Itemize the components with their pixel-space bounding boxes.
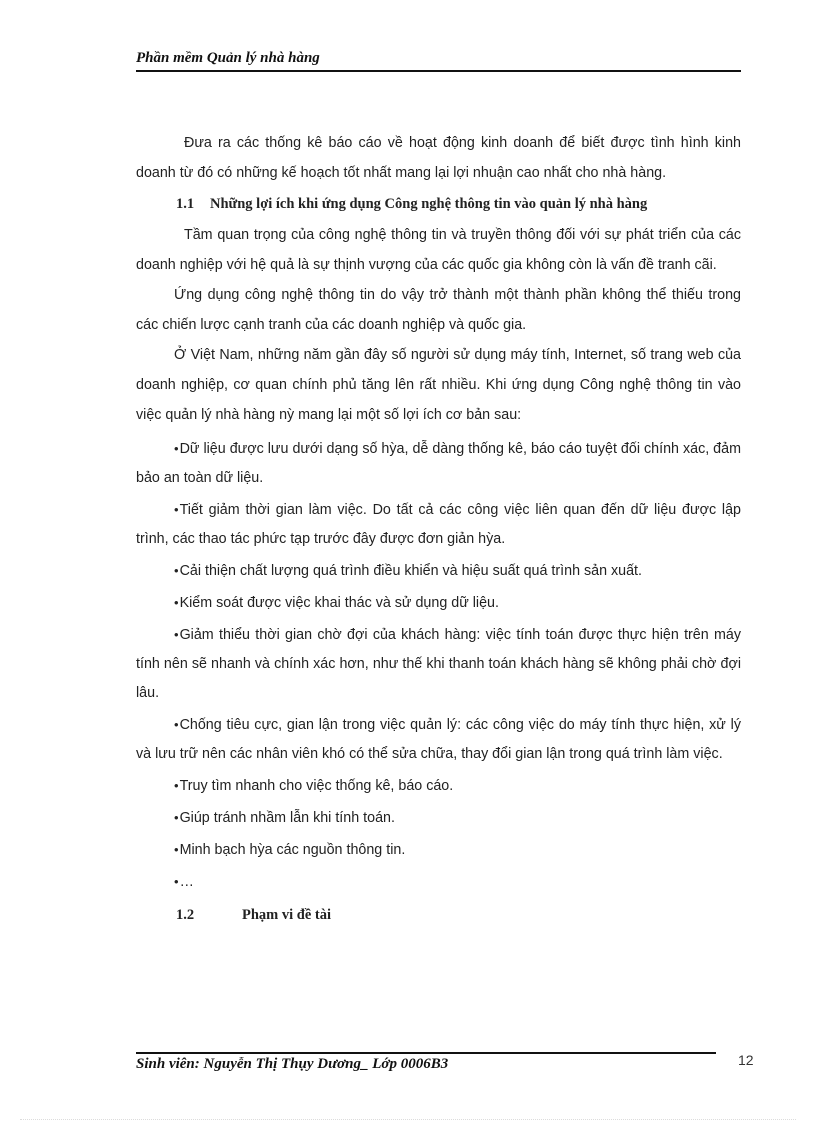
running-header: Phần mềm Quản lý nhà hàng: [136, 50, 320, 66]
footer-rule: [136, 1052, 716, 1054]
bullet-text: Giúp tránh nhầm lẫn khi tính toán.: [179, 810, 395, 826]
bullet-icon: •: [174, 778, 179, 793]
bullet-icon: •: [174, 563, 179, 578]
section-heading-1-2: [136, 899, 741, 931]
bullet-icon: •: [174, 810, 179, 825]
section-title: Những lợi ích khi ứng dụng Công nghệ thông tin vào quản lý nhà hàng: [210, 196, 648, 212]
bullet-item: [136, 771, 741, 801]
section-title: Phạm vi đề tài: [242, 907, 332, 923]
bullet-item: [136, 620, 741, 708]
bullet-icon: •: [174, 874, 179, 889]
bullet-text: Cải thiện chất lượng quá trình điều khiển và hiệu suất quá trình sản xuất.: [179, 563, 643, 579]
bullet-text: Giảm thiểu thời gian chờ đợi của khách hàng: việc tính toán được thực hiện trên máy tính nên sẽ nhanh và chính xác hơn, như thế khi thanh toán khách hàng sẽ không phải chờ đợi lâu.: [136, 627, 741, 701]
bullet-item: [136, 434, 741, 493]
paragraph: Ở Việt Nam, những năm gần đây số người sử dụng máy tính, Internet, số trang web của doanh nghiệp, cơ quan chính phủ tăng lên rất nhiều. Khi ứng dụng Công nghệ thông tin vào việc quản lý nhà hàng nỳ mang lại một số lợi ích cơ bản sau:: [136, 347, 741, 423]
page-body: [136, 128, 741, 931]
bullet-item: [136, 835, 741, 865]
section-number: 1.2: [176, 907, 195, 923]
bullet-item: [136, 588, 741, 618]
section-heading-1-1: [136, 188, 741, 220]
bullet-item: [136, 710, 741, 769]
bullet-icon: •: [174, 502, 179, 517]
bullet-item: [136, 495, 741, 554]
paragraph: Tầm quan trọng của công nghệ thông tin và truyền thông đối với sự phát triển của các doanh nghiệp với hệ quả là sự thịnh vượng của các quốc gia không còn là vấn đề tranh cãi.: [136, 227, 741, 273]
section-number: 1.1: [176, 196, 195, 212]
header-rule: [136, 70, 741, 72]
bullet-icon: •: [174, 595, 179, 610]
bullet-item: [136, 867, 741, 897]
bullet-item: [136, 556, 741, 586]
page-number: 12: [738, 1052, 754, 1068]
running-footer: Sinh viên: Nguyễn Thị Thụy Dương_ Lớp 0006B3: [136, 1056, 449, 1072]
bullet-text: Kiểm soát được việc khai thác và sử dụng dữ liệu.: [179, 595, 499, 611]
bullet-text: Chống tiêu cực, gian lận trong việc quản lý: các công việc do máy tính thực hiện, xử lý và lưu trữ nên các nhân viên khó có thể sửa chữa, thay đổi gian lận trong quá trình làm việc.: [136, 717, 741, 762]
bullet-item: [136, 803, 741, 833]
intro-paragraph: Đưa ra các thống kê báo cáo về hoạt động kinh doanh để biết được tình hình kinh doanh từ đó có những kế hoạch tốt nhất mang lại lợi nhuận cao nhất cho nhà hàng.: [136, 135, 741, 181]
bullet-icon: •: [174, 627, 179, 642]
bullet-text: Truy tìm nhanh cho việc thống kê, báo cáo.: [179, 778, 454, 794]
bullet-icon: •: [174, 441, 179, 456]
bullet-icon: •: [174, 842, 179, 857]
bullet-text: Tiết giảm thời gian làm việc. Do tất cả các công việc liên quan đến dữ liệu được lập trình, các thao tác phức tạp trước đây được đơn giản hỳa.: [136, 502, 741, 547]
bullet-text: Minh bạch hỳa các nguồn thông tin.: [179, 842, 406, 858]
bullet-text: …: [179, 874, 194, 890]
page-edge-divider: [20, 1119, 796, 1120]
bullet-text: Dữ liệu được lưu dưới dạng số hỳa, dễ dàng thống kê, báo cáo tuyệt đối chính xác, đảm bảo an toàn dữ liệu.: [136, 441, 741, 486]
paragraph: Ứng dụng công nghệ thông tin do vậy trở thành một thành phần không thể thiếu trong các chiến lược cạnh tranh của các doanh nghiệp và quốc gia.: [136, 287, 741, 333]
bullet-icon: •: [174, 717, 179, 732]
